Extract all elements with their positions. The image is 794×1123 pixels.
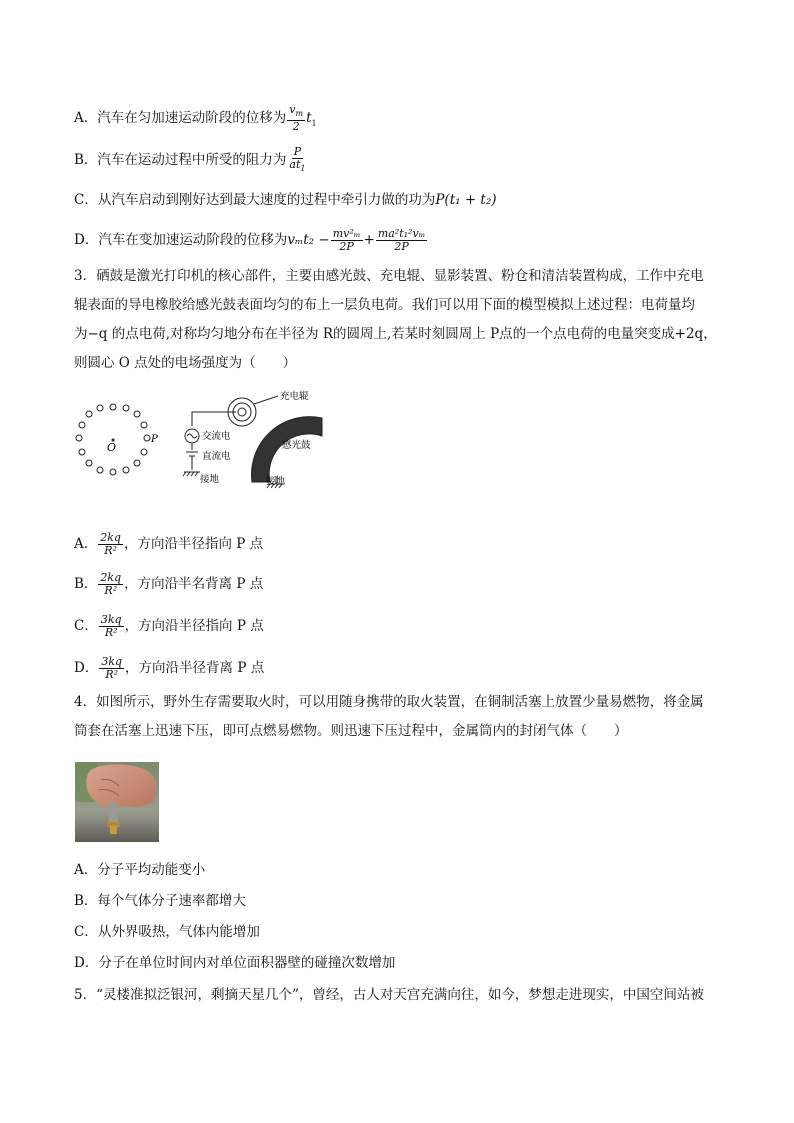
printer-drum-figure xyxy=(180,386,330,490)
q3-option-b[interactable] xyxy=(74,572,263,597)
stem-line: 筒套在活塞上迅速下压，即可点燃易燃物。则迅速下压过程中，金属筒内的封闭气体（ ） xyxy=(74,723,628,739)
drum-label: 感光鼓 xyxy=(282,440,311,451)
stem-line: 3．硒鼓是激光打印机的核心部件，主要由感光鼓、充电辊、显影装置、粉仓和清洁装置构成，工作中充电 xyxy=(74,268,704,284)
option-letter: D． xyxy=(74,232,99,248)
fraction: $\frac{2kq}{\text{R²}}$ xyxy=(100,571,122,597)
q2-option-d[interactable]: D．汽车在变加速运动阶段的位移为vₘt₂ − $\frac{\text{mv²ₘ}}{2P}$ + $\frac{\text{ma²t₁²vₘ}}{2P}$ xyxy=(74,227,426,253)
option-text: B．每个气体分子速率都增大 xyxy=(74,893,246,909)
stem-line: 4．如图所示，野外生存需要取火时，可以用随身携带的取火装置，在铜制活塞上放置少量易燃物，将金属 xyxy=(74,694,704,710)
q4-option-d[interactable] xyxy=(74,953,395,973)
option-text: ，方向沿半径指向 P 点 xyxy=(123,536,264,552)
option-text: A．分子平均动能变小 xyxy=(74,862,206,878)
q2-option-b[interactable] xyxy=(74,146,309,175)
q3-stem xyxy=(74,262,734,378)
math-expression: P(t₁ + t₂) xyxy=(435,192,497,208)
center-label: O xyxy=(107,441,117,454)
option-letter: B． xyxy=(74,576,98,592)
stem-line: 则圆心 O 点处的电场强度为（ ） xyxy=(74,355,297,371)
q2-option-c[interactable] xyxy=(74,190,497,210)
q3-option-a[interactable] xyxy=(74,532,263,557)
option-text: ，方向沿半名背离 P 点 xyxy=(124,576,264,592)
fraction: $\frac{3kq}{\text{R²}}$ xyxy=(100,613,122,639)
charge-ring-figure xyxy=(70,398,170,482)
option-text: ，方向沿半径背离 P 点 xyxy=(125,660,265,676)
option-text: 汽车在匀加速运动阶段的位移为 xyxy=(97,110,287,127)
roller-label: 充电辊 xyxy=(280,391,309,402)
option-text: D．分子在单位时间内对单位面积器壁的碰撞次数增加 xyxy=(74,955,396,971)
option-text: C．从外界吸热，气体内能增加 xyxy=(74,924,260,940)
option-letter: A． xyxy=(74,536,98,552)
dc-label: 直流电 xyxy=(202,451,231,462)
fraction: $\frac{3kq}{\text{R²}}$ xyxy=(101,655,123,681)
ground-label-1: 接地 xyxy=(200,474,220,485)
stem-line: 辊表面的导电橡胶给感光鼓表面均匀的布上一层负电荷。我们可以用下面的模型模拟上述过程：电荷量均 xyxy=(74,297,695,313)
option-text: 汽车在运动过程中所受的阻力为 xyxy=(97,152,287,169)
q3-option-c[interactable] xyxy=(74,614,264,639)
q5-stem xyxy=(74,985,704,1005)
point-label: P xyxy=(151,434,158,445)
q2-option-a[interactable]: A．汽车在匀加速运动阶段的位移为 $\frac{v_m}{2}$ $t_1$ xyxy=(74,103,317,134)
option-text: ，方向沿半径指向 P 点 xyxy=(124,618,264,634)
ac-label: 交流电 xyxy=(202,431,231,442)
option-letter: A． xyxy=(74,110,98,127)
fraction: $\frac{P}{at_1}$ xyxy=(289,145,306,174)
fraction: $\frac{\text{mv²ₘ}}{2P}$ xyxy=(332,227,361,253)
fraction: $\frac{v_m}{2}$ xyxy=(289,103,304,134)
q4-option-b[interactable] xyxy=(74,891,246,911)
option-letter: B． xyxy=(74,152,98,169)
option-text: 从汽车启动到刚好达到最大速度的过程中牵引力做的功为 xyxy=(97,192,436,208)
fire-piston-photo xyxy=(75,762,159,842)
q4-option-a[interactable] xyxy=(74,860,205,880)
option-text: 汽车在变加速运动阶段的位移为 xyxy=(98,232,288,248)
ground-label-2: 接地 xyxy=(266,476,286,487)
option-letter: C． xyxy=(74,192,98,208)
option-letter: D． xyxy=(74,660,99,676)
option-letter: C． xyxy=(74,618,98,634)
stem-line: 为−q 的点电荷,对称均匀地分布在半径为 R的圆周上,若某时刻圆周上 P点的一个点电荷的电量突变成+2q， xyxy=(74,326,717,342)
fraction: $\frac{\text{ma²t₁²vₘ}}{2P}$ xyxy=(377,227,426,253)
q3-option-d[interactable] xyxy=(74,656,264,681)
q4-stem xyxy=(74,688,734,746)
q4-option-c[interactable] xyxy=(74,922,260,942)
stem-line: 5．“灵楼准拟泛银河，剩摘天星几个”，曾经，古人对天宫充满向往，如今，梦想走进现实，中国空间站被 xyxy=(74,987,704,1003)
fraction: $\frac{2kq}{\text{R²}}$ xyxy=(100,531,121,557)
